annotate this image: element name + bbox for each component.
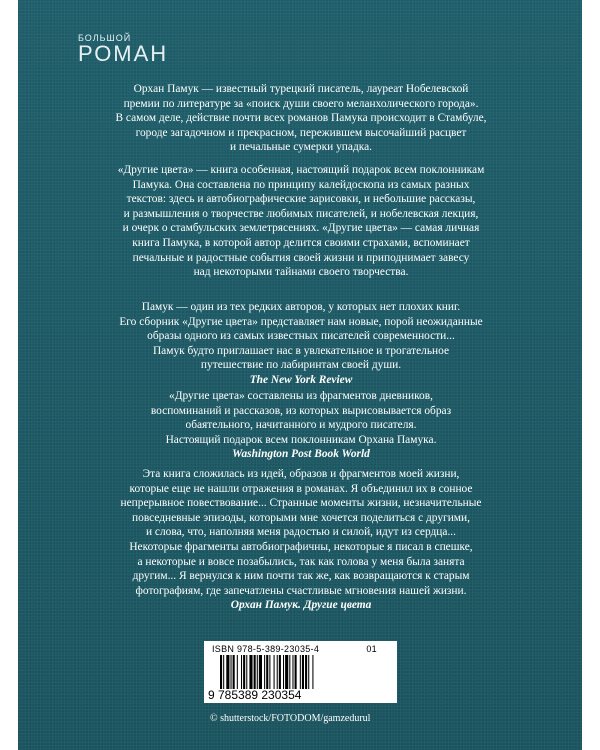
barcode-bar bbox=[259, 655, 262, 689]
isbn-line bbox=[212, 644, 389, 654]
about-line: и размышления о творчестве любимых писателей, и нобелевская лекция, bbox=[123, 207, 479, 220]
barcode-bar bbox=[257, 655, 258, 689]
barcode-bar bbox=[312, 655, 313, 689]
about-line: Памука. Она составлена по принципу калейдоскопа из самых разных bbox=[132, 178, 470, 191]
about-line: печальные и радостные события своей жизни и приподнимает завесу bbox=[132, 251, 470, 264]
barcode-bar bbox=[302, 655, 304, 689]
barcode-bar bbox=[283, 655, 284, 689]
isbn-text: ISBN 978-5-389-23035-4 bbox=[212, 644, 320, 654]
about-line: над некоторыми тайнами своего творчества. bbox=[193, 266, 409, 279]
quote-source: Орхан Памук. Другие цвета bbox=[230, 599, 372, 612]
barcode-bar bbox=[289, 655, 290, 689]
quote-line: фотографиям, где запечатлены счастливые мгновения нашей жизни. bbox=[135, 584, 467, 597]
left-white-stripe bbox=[0, 0, 18, 750]
review-line: путешествие по лабиринтам своей души. bbox=[200, 359, 402, 372]
barcode-bar bbox=[243, 655, 245, 689]
quote-line: Некоторые фрагменты автобиографичны, некоторые я писал в спешке, bbox=[129, 540, 473, 553]
quote-line: и слова, что, наполняя меня радостью и силой, идут из сердца... bbox=[145, 526, 457, 539]
review-line: Памук — один из тех редких авторов, у которых нет плохих книг. bbox=[141, 301, 461, 313]
barcode-label bbox=[204, 641, 397, 703]
right-white-stripe bbox=[582, 0, 600, 750]
barcode-bar bbox=[220, 655, 222, 689]
intro-line: премии по литературе за «поиск души своего меланхолического города». bbox=[123, 97, 479, 110]
author-quote bbox=[108, 467, 494, 613]
barcode-bar bbox=[277, 655, 278, 689]
review-wpbw bbox=[108, 389, 494, 462]
intro-line: В самом деле, действие почти всех романов Памука происходит в Стамбуле, bbox=[115, 112, 487, 125]
barcode-bars bbox=[220, 655, 388, 689]
intro-line: Орхан Памук — известный турецкий писатель, лауреат Нобелевской bbox=[133, 83, 469, 95]
barcode-bar bbox=[264, 655, 265, 689]
quote-line: которые еще не нашли отражения в романах. Я объединил их в сонное bbox=[129, 482, 473, 495]
quote-line: повседневные эпизоды, которыми мне хочется поделиться с другими, bbox=[132, 511, 470, 524]
quote-line: непрерывное повествование... Странные моменты жизни, незначительные bbox=[120, 497, 482, 510]
review-source: Washington Post Book World bbox=[232, 448, 370, 461]
series-logo bbox=[78, 33, 168, 64]
barcode-bar bbox=[308, 655, 309, 689]
issue-number: 01 bbox=[366, 644, 377, 654]
barcode-bar bbox=[269, 655, 270, 689]
barcode-bar bbox=[274, 655, 275, 689]
barcode-bar bbox=[305, 655, 307, 689]
barcode-bar bbox=[254, 655, 256, 689]
quote-line: Эта книга сложилась из идей, образов и фрагментов моей жизни, bbox=[142, 468, 460, 480]
about-book-paragraph bbox=[108, 163, 494, 280]
barcode-bar bbox=[223, 655, 224, 689]
review-line: Памук будто приглашает нас в увлекательное и трогательное bbox=[152, 344, 450, 357]
series-logo-small: БОЛЬШОЙ bbox=[78, 33, 132, 43]
review-line: «Другие цвета» составлены из фрагментов дневников, bbox=[169, 390, 433, 402]
about-line: книга Памука, в которой автор делится своими страхами, вспоминает bbox=[132, 236, 470, 249]
review-line: воспоминаний и рассказов, из которых вырисовывается образ bbox=[150, 404, 452, 417]
barcode-bar bbox=[241, 655, 242, 689]
about-line: текстов: здесь и автобиографические зарисовки, и небольшие рассказы, bbox=[126, 193, 476, 206]
quote-line: другим... Я вернулся к ним почти так же, как возвращаются к старым bbox=[132, 570, 470, 583]
barcode-bar bbox=[279, 655, 281, 689]
review-nyr bbox=[108, 300, 494, 388]
barcode-digits: 9 785389 230354 bbox=[208, 688, 302, 702]
review-line: образы одного из самых известных писателей современности... bbox=[147, 330, 455, 343]
barcode-bar bbox=[266, 655, 268, 689]
barcode-bar bbox=[246, 655, 247, 689]
about-line: «Другие цвета» — книга особенная, настоящий подарок всем поклонникам bbox=[117, 164, 485, 176]
barcode-bar bbox=[237, 655, 238, 689]
intro-line: и печальные сумерки упадка. bbox=[229, 141, 373, 154]
barcode-bar bbox=[249, 655, 252, 689]
barcode-bar bbox=[226, 655, 229, 689]
barcode-bar bbox=[285, 655, 288, 689]
barcode-bar bbox=[292, 655, 293, 689]
barcode-bar bbox=[231, 655, 232, 689]
barcode-bar bbox=[300, 655, 301, 689]
intro-line: городе загадочном и прекрасном, пережившем высочайший расцвет bbox=[135, 126, 467, 139]
photo-credit: © shutterstock/FOTODOM/gamzedurul bbox=[210, 713, 371, 724]
review-line: Настоящий подарок всем поклонникам Орхана Памука. bbox=[165, 433, 437, 446]
series-logo-big: РОМАН bbox=[78, 41, 169, 66]
review-line: Его сборник «Другие цвета» представляет нам новые, порой неожиданные bbox=[119, 315, 483, 328]
intro-paragraph bbox=[108, 82, 494, 155]
about-line: и очерк о стамбульских землетрясениях. «Другие цвета» — самая личная bbox=[122, 222, 480, 235]
review-line: обаятельного, начитанного и мудрого писателя. bbox=[185, 419, 417, 432]
barcode-bar bbox=[233, 655, 235, 689]
quote-line: а некоторые и вовсе позабылись, так как голова у меня была занята bbox=[137, 555, 465, 568]
barcode-bar bbox=[295, 655, 297, 689]
review-source: The New York Review bbox=[249, 373, 353, 386]
